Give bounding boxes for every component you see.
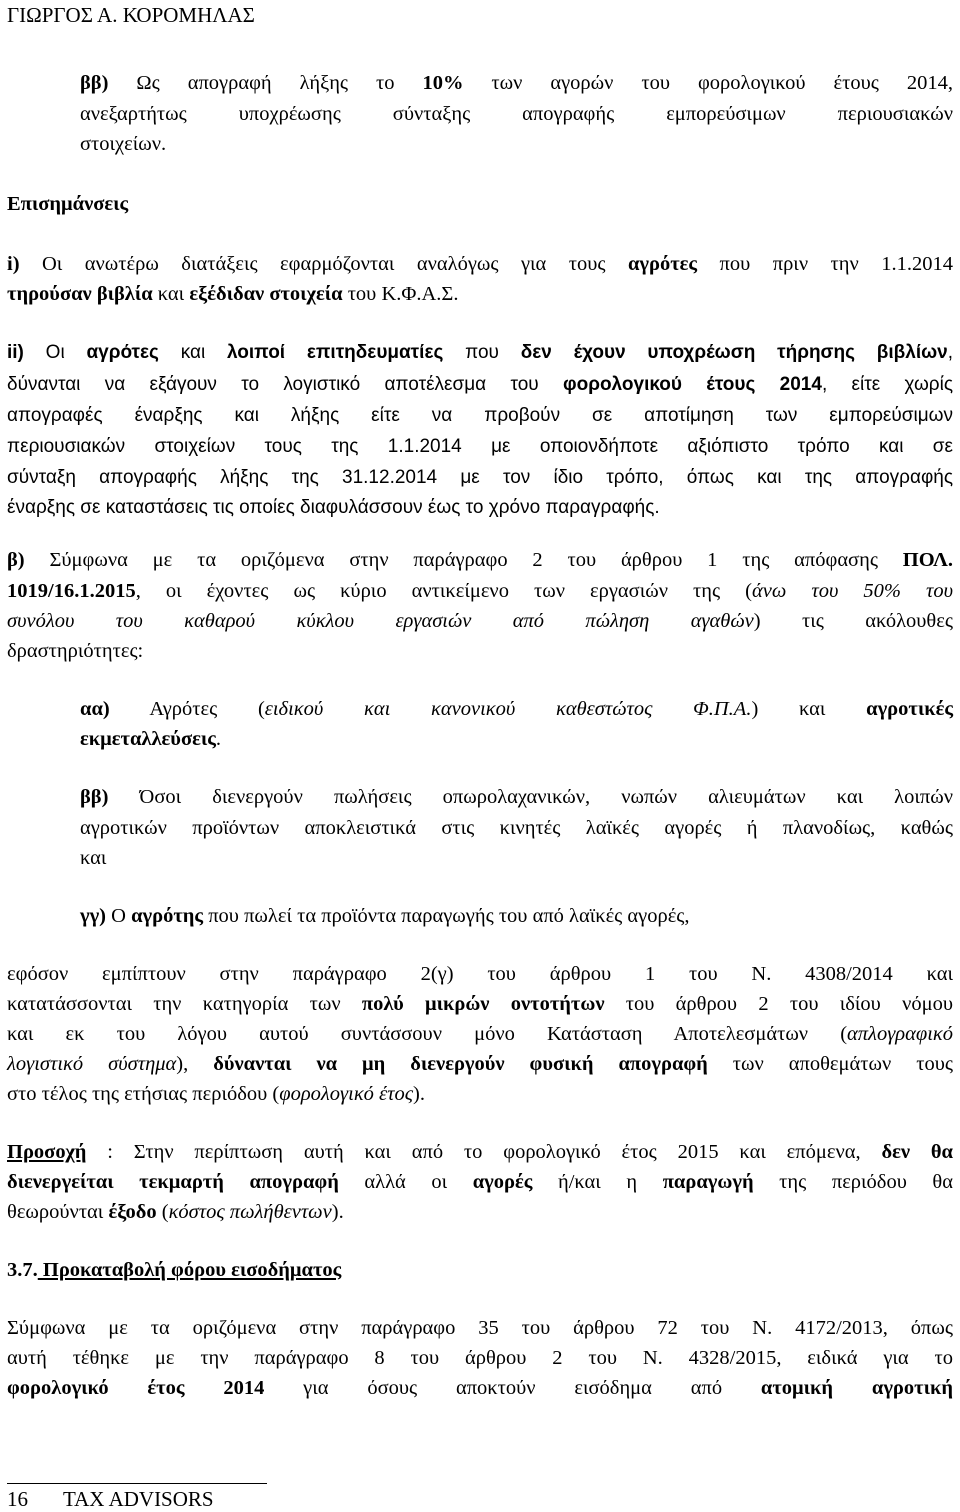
- i-line-1: i) Οι ανωτέρω διατάξεις εφαρμόζονται αναλόγως για τους αγρότες που πριν την 1.1.2014: [7, 253, 953, 275]
- bb2-line-2: αγροτικών προϊόντων αποκλειστικά στις κινητές λαϊκές αγορές ή πλανοδίως, καθώς: [80, 817, 953, 839]
- ii-line-6: έναρξης σε καταστάσεις τις οποίες διαφυλάσσουν έως το χρόνο παραγραφής.: [7, 497, 660, 518]
- efoson-line-5: στο τέλος της ετήσιας περιόδου (φορολογικό έτος).: [7, 1083, 425, 1105]
- aa-line-1: αα) Αγρότες (ειδικού και κανονικού καθεστώτος Φ.Π.Α.) και αγροτικές: [80, 698, 954, 720]
- footer-publisher: TAX ADVISORS: [63, 1487, 214, 1511]
- caution-line-1: Προσοχή : Στην περίπτωση αυτή και από το φορολογικό έτος 2015 και επόμενα, δεν θα: [7, 1141, 953, 1163]
- aa-line-2: εκμεταλλεύσεις.: [80, 728, 221, 750]
- last-line-3: φορολογικό έτος 2014 για όσους αποκτούν εισόδημα από ατομική αγροτική: [7, 1377, 953, 1399]
- caution-line-2: διενεργείται τεκμαρτή απογραφή αλλά οι αγορές ή/και η παραγωγή της περιόδου θα: [7, 1171, 953, 1193]
- section-heading: 3.7. Προκαταβολή φόρου εισοδήματος: [7, 1259, 342, 1281]
- gg-line-1: γγ) Ο αγρότης που πωλεί τα προϊόντα παραγωγής του από λαϊκές αγορές,: [80, 905, 690, 927]
- efoson-line-4: λογιστικό σύστημα), δύνανται να μη διενεργούν φυσική απογραφή των αποθεμάτων τους: [7, 1053, 953, 1075]
- b-line-3: συνόλου του καθαρού κύκλου εργασιών από πώληση αγαθών) τις ακόλουθες: [7, 610, 953, 632]
- efoson-line-3: και εκ του λόγου αυτού συντάσσουν μόνο Κατάσταση Αποτελεσμάτων (απλογραφικό: [7, 1023, 953, 1045]
- b-line-1: β) Σύμφωνα με τα οριζόμενα στην παράγραφο 2 του άρθρου 1 της απόφασης ΠΟΛ.: [7, 549, 953, 571]
- efoson-line-1: εφόσον εμπίπτουν στην παράγραφο 2(γ) του άρθρου 1 του Ν. 4308/2014 και: [7, 963, 953, 985]
- ii-line-4: περιουσιακών στοιχείων τους της 1.1.2014 με οποιονδήποτε αξιόπιστο τρόπο και σε: [7, 436, 953, 457]
- page-number: 16: [7, 1487, 28, 1511]
- ii-line-2: δύνανται να εξάγουν το λογιστικό αποτέλεσμα του φορολογικού έτους 2014, είτε χωρίς: [7, 374, 953, 395]
- b-line-4: δραστηριότητες:: [7, 640, 144, 662]
- last-line-2: αυτή τέθηκε με την παράγραφο 8 του άρθρου 2 του Ν. 4328/2015, ειδικά για το: [7, 1347, 953, 1369]
- caution-line-3: θεωρούνται έξοδο (κόστος πωλήθεντων).: [7, 1201, 344, 1223]
- last-line-1: Σύμφωνα με τα οριζόμενα στην παράγραφο 35 του άρθρου 72 του Ν. 4172/2013, όπως: [7, 1317, 953, 1339]
- bb2-line-1: ββ) Όσοι διενεργούν πωλήσεις οπωρολαχανικών, νωπών αλιευμάτων και λοιπών: [80, 786, 953, 808]
- bb1-line-1: ββ) Ως απογραφή λήξης το 10% των αγορών του φορολογικού έτους 2014,: [80, 72, 953, 94]
- ii-line-3: απογραφές έναρξης και λήξης είτε να προβούν σε αποτίμηση των εμπορεύσιμων: [7, 405, 953, 426]
- page-footer: [7, 1487, 214, 1511]
- caution-label: Προσοχή: [7, 1141, 87, 1163]
- bb1-label: ββ): [80, 72, 109, 94]
- b-line-2: 1019/16.1.2015, οι έχοντες ως κύριο αντικείμενο των εργασιών της (άνω του 50% του: [7, 580, 954, 602]
- footer-divider: [7, 1483, 267, 1484]
- bb1-line-2: ανεξαρτήτως υποχρέωσης σύνταξης απογραφής εμπορεύσιμων περιουσιακών: [80, 103, 953, 125]
- i-line-2: τηρούσαν βιβλία και εξέδιδαν στοιχεία του Κ.Φ.Α.Σ.: [7, 283, 459, 305]
- notes-heading: Επισημάνσεις: [7, 193, 129, 215]
- bb2-line-3: και: [80, 847, 107, 869]
- ii-line-5: σύνταξη απογραφής λήξης της 31.12.2014 με τον ίδιο τρόπο, όπως και της απογραφής: [7, 467, 953, 488]
- running-header: ΓΙΩΡΓΟΣ Α. ΚΟΡΟΜΗΛΑΣ: [7, 3, 255, 27]
- bb1-line-3: στοιχείων.: [80, 133, 167, 155]
- ii-line-1: ii) Οι αγρότες και λοιποί επιτηδευματίες που δεν έχουν υποχρέωση τήρησης βιβλίων,: [7, 342, 954, 363]
- efoson-line-2: κατατάσσονται την κατηγορία των πολύ μικρών οντοτήτων του άρθρου 2 του ιδίου νόμου: [7, 993, 953, 1015]
